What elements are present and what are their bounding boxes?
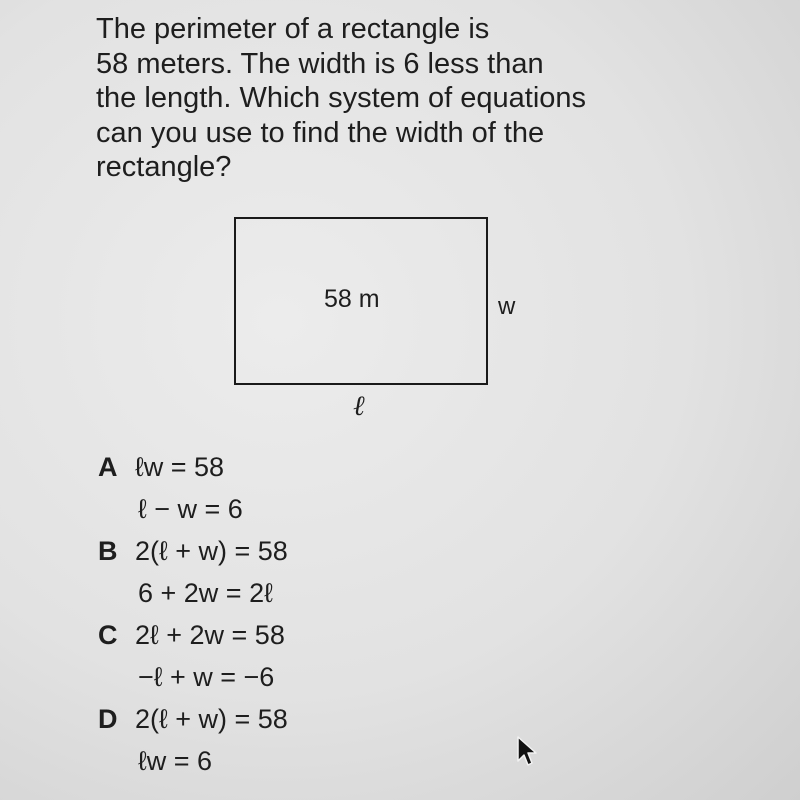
choice-equation: 2ℓ + 2w = 58 — [135, 620, 285, 650]
question-line: rectangle? — [96, 151, 232, 183]
length-label: ℓ — [353, 391, 365, 422]
width-label: w — [498, 293, 516, 320]
choice-letter: B — [98, 536, 118, 566]
question-line: the length. Which system of equations — [96, 82, 587, 114]
choice-letter: A — [98, 452, 118, 482]
question-text — [96, 12, 676, 185]
perimeter-label: 58 m — [324, 285, 380, 313]
question-line: can you use to find the width of the — [96, 116, 545, 149]
arrow-pointer-icon — [516, 735, 540, 767]
choice-letter: D — [98, 704, 118, 734]
rectangle-figure — [234, 217, 516, 422]
choice-equation: 2(ℓ + w) = 58 — [135, 536, 288, 566]
choice-equation: 6 + 2w = 2ℓ — [138, 578, 273, 608]
choice-equation: 2(ℓ + w) = 58 — [135, 704, 288, 734]
choice-letter: C — [98, 620, 118, 650]
choice-equation: ℓw = 6 — [138, 746, 213, 776]
question-line: 58 meters. The width is 6 less than — [96, 47, 544, 80]
choice-equation: ℓ − w = 6 — [138, 494, 243, 524]
choice-equation: −ℓ + w = −6 — [138, 662, 275, 692]
question-line: The perimeter of a rectangle is — [96, 13, 490, 45]
choice-equation: ℓw = 58 — [135, 452, 225, 482]
